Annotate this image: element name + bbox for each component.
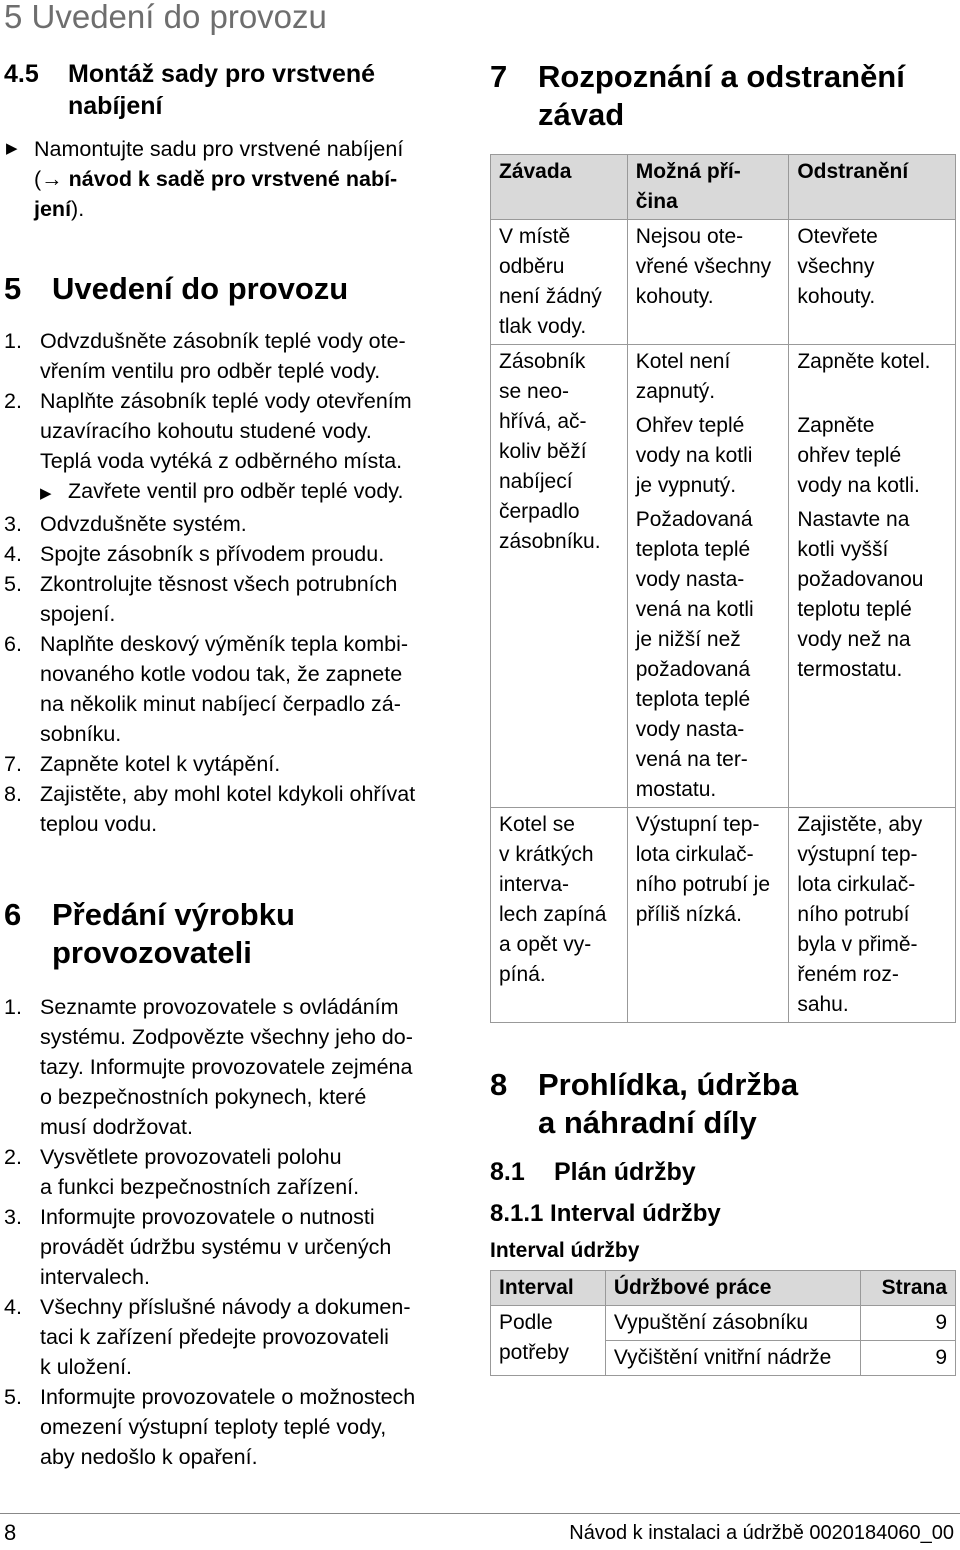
cell-text: Požadovaná: [635, 508, 753, 531]
step-text: novaného kotle vodou tak, že zapnete: [40, 662, 403, 686]
cell-text: Nejsou ote-: [635, 225, 744, 248]
heading-line: provozovateli: [52, 935, 252, 970]
section-8: [490, 1066, 956, 1376]
cell-text: byla v přimě-: [797, 933, 918, 956]
heading-line: Montáž sady pro vrstvené: [68, 60, 376, 88]
list-item: [4, 779, 474, 839]
step-text: Zajistěte, aby mohl kotel kdykoli ohřívat: [40, 782, 416, 806]
cell-text: Zajistěte, aby: [797, 813, 923, 836]
cause-cell: [627, 345, 789, 410]
cell-text: Výstupní tep-: [635, 813, 760, 836]
step-text: Vysvětlete provozovateli polohu: [40, 1145, 342, 1169]
page-number: 8: [4, 1520, 17, 1545]
list-item: [4, 509, 474, 539]
step-text: Seznamte provozovatele s ovládáním: [40, 995, 399, 1019]
cell-text: vená na ter-: [635, 748, 748, 771]
cell-text: Podle: [499, 1311, 553, 1334]
cell-text: kotli vyšší: [797, 538, 889, 561]
section-6: [4, 896, 474, 1472]
header-text: Možná pří-: [635, 160, 741, 183]
step-text: a funkci bezpečnostních zařízení.: [40, 1175, 360, 1199]
fault-cell: [491, 345, 628, 808]
fault-cell: [491, 808, 628, 1023]
list-item: [4, 1292, 474, 1382]
cell-text: kohouty.: [797, 285, 876, 308]
cell-text: Zásobník: [499, 350, 586, 373]
section-4-5: [4, 58, 474, 224]
work-cell: Vypuštění zásobníku: [605, 1306, 860, 1341]
cell-text: Otevřete: [797, 225, 878, 248]
sub-bullet: [40, 476, 474, 509]
step-text: Odvzdušněte zásobník teplé vody ote-: [40, 329, 406, 353]
cell-text: ního potrubí je: [635, 873, 770, 896]
handover-steps: [4, 992, 474, 1472]
cell-text: čerpadlo: [499, 500, 580, 523]
remedy-cell: [789, 345, 956, 410]
cell-text: a opět vy-: [499, 933, 592, 956]
cell-text: zapnutý.: [635, 380, 716, 403]
cell-text: Kotel není: [635, 350, 731, 373]
cell-text: teplota teplé: [635, 538, 751, 561]
cell-text: odběru: [499, 255, 565, 278]
section-number: 6: [4, 897, 22, 932]
cell-text: vody na kotli: [635, 444, 753, 467]
heading-line: Předání výrobku: [52, 897, 295, 932]
list-item: [4, 629, 474, 749]
page-cell: 9: [861, 1341, 956, 1376]
step-text: Zkontrolujte těsnost všech potrubních: [40, 572, 398, 596]
step-text: Informujte provozovatele o nutnosti: [40, 1205, 375, 1229]
step-text: Odvzdušněte systém.: [40, 512, 247, 536]
cell-text: tlak vody.: [499, 315, 587, 338]
manual-reference: návod k sadě pro vrstvené nabí-: [68, 167, 398, 191]
cell-text: není žádný: [499, 285, 602, 308]
step-number: 1.: [4, 329, 22, 353]
list-item: [4, 1142, 474, 1202]
step-text: Všechny příslušné návody a dokumen-: [40, 1295, 411, 1319]
heading-line: závad: [538, 97, 625, 132]
step-text: teplou vodu.: [40, 812, 158, 836]
step-number: 6.: [4, 632, 22, 656]
cell-text: v krátkých: [499, 843, 594, 866]
step-number: 7.: [4, 752, 22, 776]
step-text: spojení.: [40, 602, 116, 626]
cell-text: požadovanou: [797, 568, 924, 591]
cause-cell: [627, 220, 789, 345]
step-text: omezení výstupní teploty teplé vody,: [40, 1415, 387, 1439]
step-text: Zavřete ventil pro odběr teplé vody.: [68, 479, 404, 503]
heading-text: Plán údržby: [554, 1158, 696, 1186]
instruction-bullet: [4, 134, 474, 224]
cell-text: příliš nízká.: [635, 903, 742, 926]
table-header-row: [491, 1271, 956, 1306]
cell-text: ního potrubí: [797, 903, 910, 926]
triangle-bullet-icon: ▶: [6, 140, 18, 157]
step-text: aby nedošlo k opaření.: [40, 1445, 258, 1469]
section-number: 5: [4, 271, 22, 306]
cell-text: teplota teplé: [635, 688, 751, 711]
list-item: [4, 1382, 474, 1472]
cell-text: vody na kotli.: [797, 474, 920, 497]
step-text: systému. Zodpovězte všechny jeho do-: [40, 1025, 413, 1049]
step-text: Teplá voda vytéká z odběrného místa.: [40, 449, 403, 473]
section-8-1-heading: [490, 1156, 956, 1188]
step-text: k uložení.: [40, 1355, 133, 1379]
section-8-heading: [490, 1066, 956, 1142]
heading-text: Uvedení do provozu: [52, 271, 349, 306]
maintenance-interval-table: [490, 1270, 956, 1376]
page-cell: 9: [861, 1306, 956, 1341]
cell-text: vená na kotli: [635, 598, 754, 621]
list-item: [4, 749, 474, 779]
step-text: na několik minut nabíjecí čerpadlo zá-: [40, 692, 401, 716]
section-4-5-heading: [4, 58, 474, 122]
heading-line: Prohlídka, údržba: [538, 1067, 799, 1102]
step-number: 2.: [4, 389, 22, 413]
list-item: [4, 326, 474, 386]
step-text: musí dodržovat.: [40, 1115, 193, 1139]
cell-text: řeném roz-: [797, 963, 899, 986]
cell-text: hřívá, ač-: [499, 410, 587, 433]
step-number: 4.: [4, 542, 22, 566]
cause-cell: [627, 808, 789, 1023]
cell-text: Zapněte kotel.: [797, 350, 931, 373]
step-number: 3.: [4, 1205, 22, 1229]
section-7-heading: [490, 58, 956, 134]
section-6-heading: [4, 896, 474, 972]
cause-cell: [627, 409, 789, 503]
table-row: [491, 220, 956, 345]
cell-text: sahu.: [797, 993, 849, 1016]
cell-text: vody než na: [797, 628, 911, 651]
remedy-cell: [789, 220, 956, 345]
cell-text: je nižší než: [635, 628, 741, 651]
running-header: 5 Uvedení do provozu: [4, 0, 327, 35]
cell-text: lech zapíná: [499, 903, 607, 926]
section-5-heading: [4, 270, 474, 308]
cell-text: lota cirkulač-: [635, 843, 754, 866]
cell-text: vody nasta-: [635, 568, 745, 591]
column-header-cause: [627, 155, 789, 220]
list-item: [4, 539, 474, 569]
cell-text: V místě: [499, 225, 571, 248]
cell-text: lota cirkulač-: [797, 873, 916, 896]
column-header-remedy: Odstranění: [789, 155, 956, 220]
section-number: 8.1: [490, 1158, 525, 1186]
column-header-page: Strana: [861, 1271, 956, 1306]
step-text: Spojte zásobník s přívodem proudu.: [40, 542, 385, 566]
step-text: vřením ventilu pro odběr teplé vody.: [40, 359, 381, 383]
cause-cell: [627, 503, 789, 808]
interval-cell: [491, 1306, 606, 1376]
step-text: provádět údržbu systému v určených: [40, 1235, 392, 1259]
commissioning-steps: [4, 326, 474, 839]
cell-text: je vypnutý.: [635, 474, 737, 497]
list-item: [4, 386, 474, 509]
cell-text: Zapněte: [797, 414, 875, 437]
step-text: taci k zařízení předejte provozovateli: [40, 1325, 389, 1349]
cell-text: Kotel se: [499, 813, 575, 836]
remedy-cell: [789, 808, 956, 1023]
bullet-text: ).: [71, 197, 85, 221]
heading-line: a náhradní díly: [538, 1105, 757, 1140]
document-reference: Návod k instalaci a údržbě 0020184060_00: [569, 1522, 954, 1544]
cell-text: kohouty.: [635, 285, 714, 308]
step-text: uzavíracího kohoutu studené vody.: [40, 419, 372, 443]
table-row: [491, 808, 956, 1023]
cell-text: teplotu teplé: [797, 598, 912, 621]
step-number: 3.: [4, 512, 22, 536]
heading-line: nabíjení: [68, 92, 163, 120]
column-header-work: Údržbové práce: [605, 1271, 860, 1306]
section-5: [4, 270, 474, 839]
table-row: [491, 345, 956, 410]
cell-text: Ohřev teplé: [635, 414, 745, 437]
step-text: Zapněte kotel k vytápění.: [40, 752, 281, 776]
list-item: [4, 1202, 474, 1292]
header-text: čina: [635, 190, 678, 213]
step-text: Naplňte zásobník teplé vody otevřením: [40, 389, 412, 413]
remedy-cell: [789, 503, 956, 808]
cell-text: ohřev teplé: [797, 444, 902, 467]
list-item: [4, 992, 474, 1142]
footer-divider: [0, 1513, 960, 1514]
step-number: 2.: [4, 1145, 22, 1169]
column-header-interval: Interval: [491, 1271, 606, 1306]
step-text: tazy. Informujte provozovatele zejména: [40, 1055, 413, 1079]
step-number: 8.: [4, 782, 22, 806]
cell-text: se neo-: [499, 380, 570, 403]
column-header-fault: Závada: [491, 155, 628, 220]
cell-text: píná.: [499, 963, 546, 986]
step-text: Informujte provozovatele o možnostech: [40, 1385, 416, 1409]
remedy-cell: [789, 409, 956, 503]
step-text: intervalech.: [40, 1265, 150, 1289]
section-7: [490, 58, 956, 1023]
table-row: [491, 1306, 956, 1341]
bullet-text: Namontujte sadu pro vrstvené nabíjení: [34, 137, 404, 161]
step-number: 1.: [4, 995, 22, 1019]
step-number: 4.: [4, 1295, 22, 1319]
bullet-text: (→: [34, 167, 69, 191]
cell-text: koliv běží: [499, 440, 587, 463]
manual-reference: jení: [34, 197, 72, 221]
list-item: [4, 569, 474, 629]
cell-text: zásobníku.: [499, 530, 601, 553]
section-number: 4.5: [4, 60, 39, 88]
cell-text: mostatu.: [635, 778, 717, 801]
cell-text: potřeby: [499, 1341, 570, 1364]
step-text: Naplňte deskový výměník tepla kombi-: [40, 632, 409, 656]
cell-text: nabíjecí: [499, 470, 573, 493]
table-caption: Interval údržby: [490, 1239, 640, 1262]
section-number: 8: [490, 1067, 508, 1102]
cell-text: vody nasta-: [635, 718, 745, 741]
work-cell: Vyčištění vnitřní nádrže: [605, 1341, 860, 1376]
step-text: sobníku.: [40, 722, 122, 746]
triangle-bullet-icon: ▶: [40, 485, 52, 502]
cell-text: požadovaná: [635, 658, 751, 681]
section-8-1-1-heading: 8.1.1 Interval údržby: [490, 1200, 721, 1227]
heading-line: Rozpoznání a odstranění: [538, 59, 905, 94]
cell-text: všechny: [797, 255, 875, 278]
cell-text: Nastavte na: [797, 508, 910, 531]
fault-cell: [491, 220, 628, 345]
cell-text: termostatu.: [797, 658, 903, 681]
step-number: 5.: [4, 1385, 22, 1409]
cell-text: vřené všechny: [635, 255, 772, 278]
step-text: o bezpečnostních pokynech, které: [40, 1085, 367, 1109]
cell-text: interva-: [499, 873, 570, 896]
table-header-row: [491, 155, 956, 220]
step-number: 5.: [4, 572, 22, 596]
troubleshooting-table: [490, 154, 956, 1023]
section-number: 7: [490, 59, 508, 94]
cell-text: výstupní tep-: [797, 843, 918, 866]
